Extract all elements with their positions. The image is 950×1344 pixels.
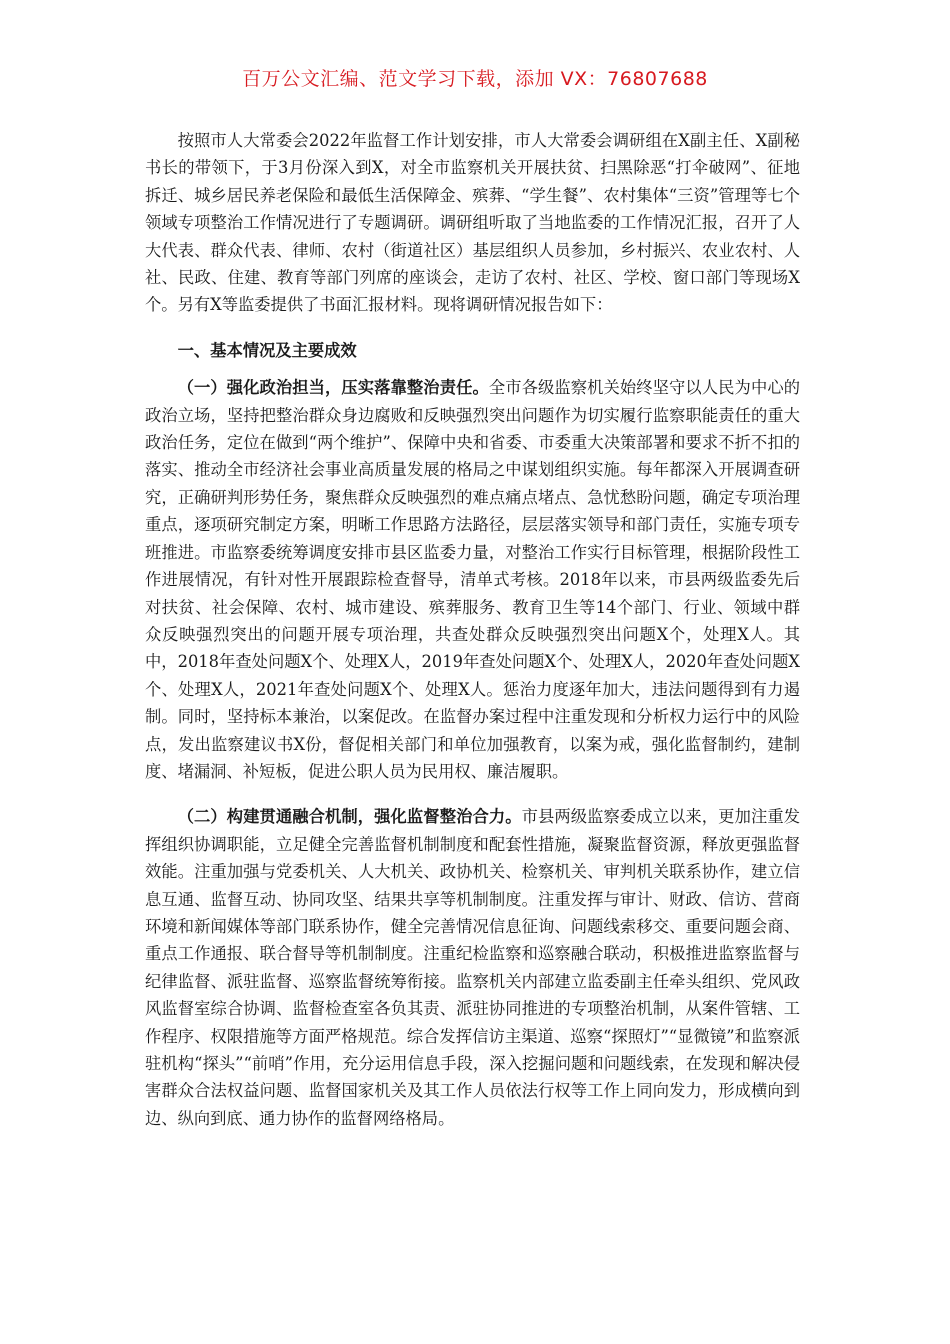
intro-paragraph: 按照市人大常委会2022年监督工作计划安排，市人大常委会调研组在X副主任、X副秘书长的带领下，于3月份深入到X，对全市监察机关开展扶贫、扫黑除恶“打伞破网”、征地拆迁、城乡居民养老保险和最低生活保障金、殡葬、“学生餐”、农村集体“三资”管理等七个领域专项整治工作情况进行了专题调研。调研组听取了当地监委的工作情况汇报，召开了人大代表、群众代表、律师、农村（街道社区）基层组织人员参加，乡村振兴、农业农村、人社、民政、住建、教育等部门列席的座谈会，走访了农村、社区、学校、窗口部门等现场X个。另有X等监委提供了书面汇报材料。现将调研情况报告如下： [145,131,800,315]
subsection-2-heading: （二）构建贯通融合机制，强化监督整治合力。 [177,807,522,827]
document-body [145,127,800,1142]
subsection-2-text: 市县两级监察委成立以来，更加注重发挥组织协调职能，立足健全完善监督机制制度和配套性措施，凝聚监督资源，释放更强监督效能。注重加强与党委机关、人大机关、政协机关、检察机关、审判机关联系协作，建立信息互通、监督互动、协同攻坚、结果共享等机制制度。注重发挥与审计、财政、信访、营商环境和新闻媒体等部门联系协作，健全完善情况信息征询、问题线索移交、重要问题会商、重点工作通报、联合督导等机制制度。注重纪检监察和巡察融合联动，积极推进监察监督与纪律监督、派驻监督、巡察监督统筹衔接。监察机关内部建立监委副主任牵头组织、党风政风监督室综合协调、监督检查室各负其责、派驻协同推进的专项整治机制，从案件管辖、工作程序、权限措施等方面严格规范。综合发挥信访主渠道、巡察“探照灯”“显微镜”和监察派驻机构“探头”“前哨”作用，充分运用信息手段，深入挖掘问题和问题线索，在发现和解决侵害群众合法权益问题、监督国家机关及其工作人员依法行权等工作上同向发力，形成横向到边、纵向到底、通力协作的监督网络格局。 [145,807,800,1128]
section-heading-1: 一、基本情况及主要成效 [177,340,357,360]
subsection-1-text: 全市各级监察机关始终坚守以人民为中心的政治立场，坚持把整治群众身边腐败和反映强烈突出问题作为切实履行监察职能责任的重大政治任务，定位在做到“两个维护”、保障中央和省委、市委重大决策部署和要求不折不扣的落实、推动全市经济社会事业高质量发展的格局之中谋划组织实施。每年都深入开展调查研究，正确研判形势任务，聚焦群众反映强烈的难点痛点堵点、急忧愁盼问题，确定专项治理重点，逐项研究制定方案，明晰工作思路方法路径，层层落实领导和部门责任，实施专项专班推进。市监察委统筹调度安排市县区监委力量，对整治工作实行目标管理，根据阶段性工作进展情况，有针对性开展跟踪检查督导，清单式考核。2018年以来，市县两级监委先后对扶贫、社会保障、农村、城市建设、殡葬服务、教育卫生等14个部门、行业、领域中群众反映强烈突出的问题开展专项治理，共查处群众反映强烈突出问题X个，处理X人。其中，2018年查处问题X个、处理X人，2019年查处问题X个、处理X人，2020年查处问题X个、处理X人，2021年查处问题X个、处理X人。惩治力度逐年加大，违法问题得到有力遏制。同时，坚持标本兼治，以案促改。在监督办案过程中注重发现和分析权力运行中的风险点，发出监察建议书X份，督促相关部门和单位加强教育，以案为戒，强化监督制约，建制度、堵漏洞、补短板，促进公职人员为民用权、廉洁履职。 [145,378,800,781]
subsection-2-paragraph [145,803,800,1132]
subsection-1-heading: （一）强化政治担当，压实落靠整治责任。 [177,378,489,398]
download-banner: 百万公文汇编、范文学习下载，添加 VX：76807688 [242,68,708,90]
subsection-1-paragraph [145,374,800,785]
